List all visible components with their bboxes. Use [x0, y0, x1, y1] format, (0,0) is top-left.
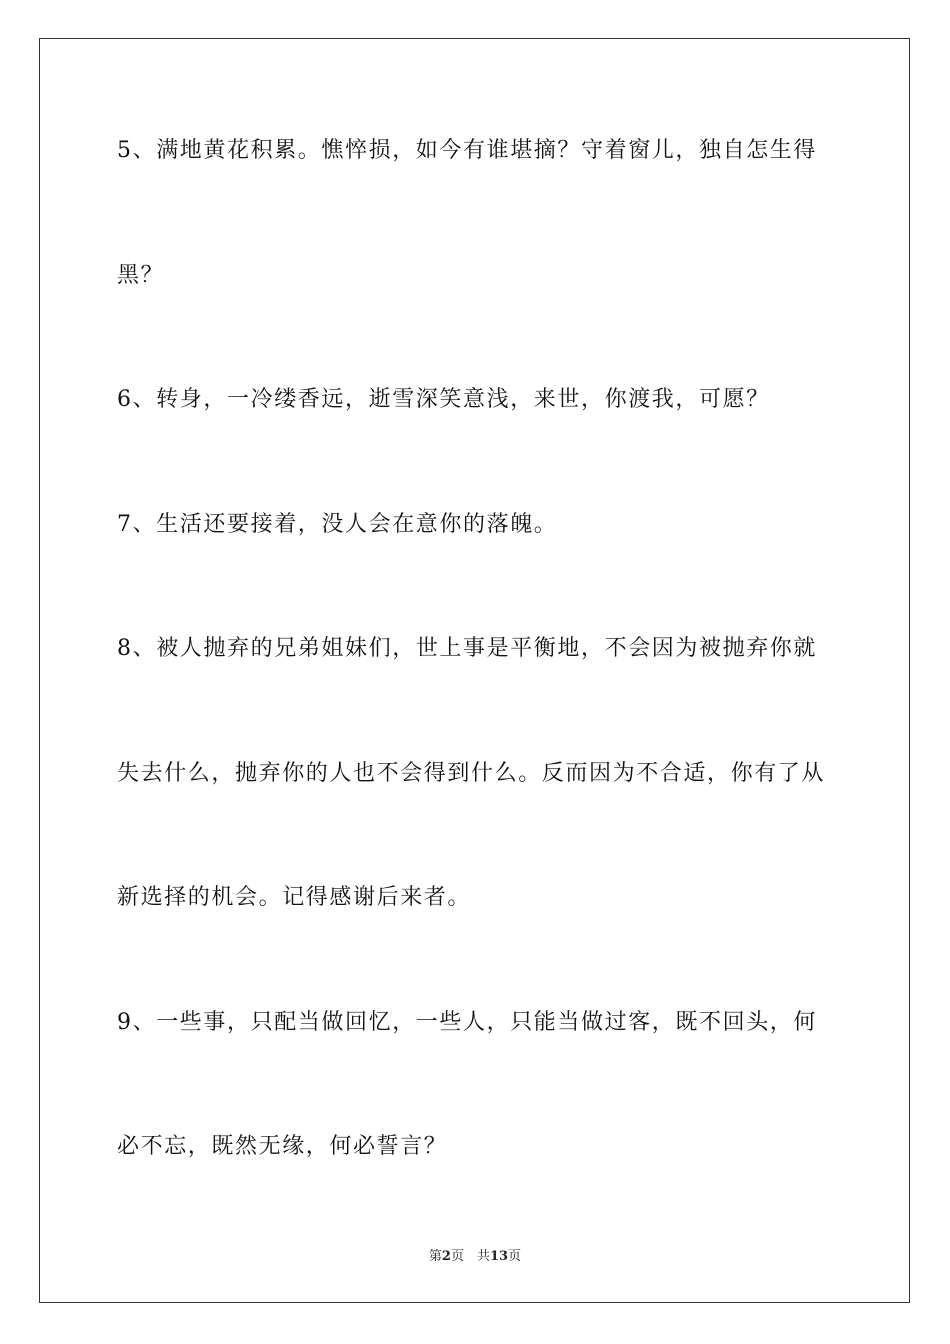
footer-total-pages: 13: [489, 1249, 509, 1264]
paragraph-8-line-2: 失去什么，抛弃你的人也不会得到什么。反而因为不合适，你有了从: [117, 761, 826, 786]
paragraph-9-line-2: 必不忘，既然无缘，何必誓言？: [117, 1134, 448, 1159]
footer-current-page: 2: [441, 1249, 451, 1264]
paragraph-8-line-3: 新选择的机会。记得感谢后来者。: [117, 885, 472, 910]
paragraph-5-line-1: 5、满地黄花积累。憔悴损，如今有谁堪摘？守着窗儿，独自怎生得: [117, 138, 817, 163]
paragraph-7-line-1: 7、生活还要接着，没人会在意你的落魄。: [117, 512, 558, 537]
paragraph-9-line-1: 9、一些事，只配当做回忆，一些人，只能当做过客，既不回头，何: [117, 1010, 817, 1035]
paragraph-8-line-1: 8、被人抛弃的兄弟姐妹们，世上事是平衡地，不会因为被抛弃你就: [117, 636, 817, 661]
footer-suffix: 页: [508, 1249, 522, 1264]
paragraph-5-line-2: 黑？: [117, 263, 165, 288]
footer-middle: 页 共: [450, 1249, 490, 1264]
page-frame: [39, 38, 910, 1303]
footer-prefix: 第: [428, 1249, 442, 1264]
paragraph-6-line-1: 6、转身，一冷缕香远，逝雪深笑意浅，来世，你渡我，可愿？: [117, 387, 770, 412]
page-footer: [0, 1248, 950, 1266]
